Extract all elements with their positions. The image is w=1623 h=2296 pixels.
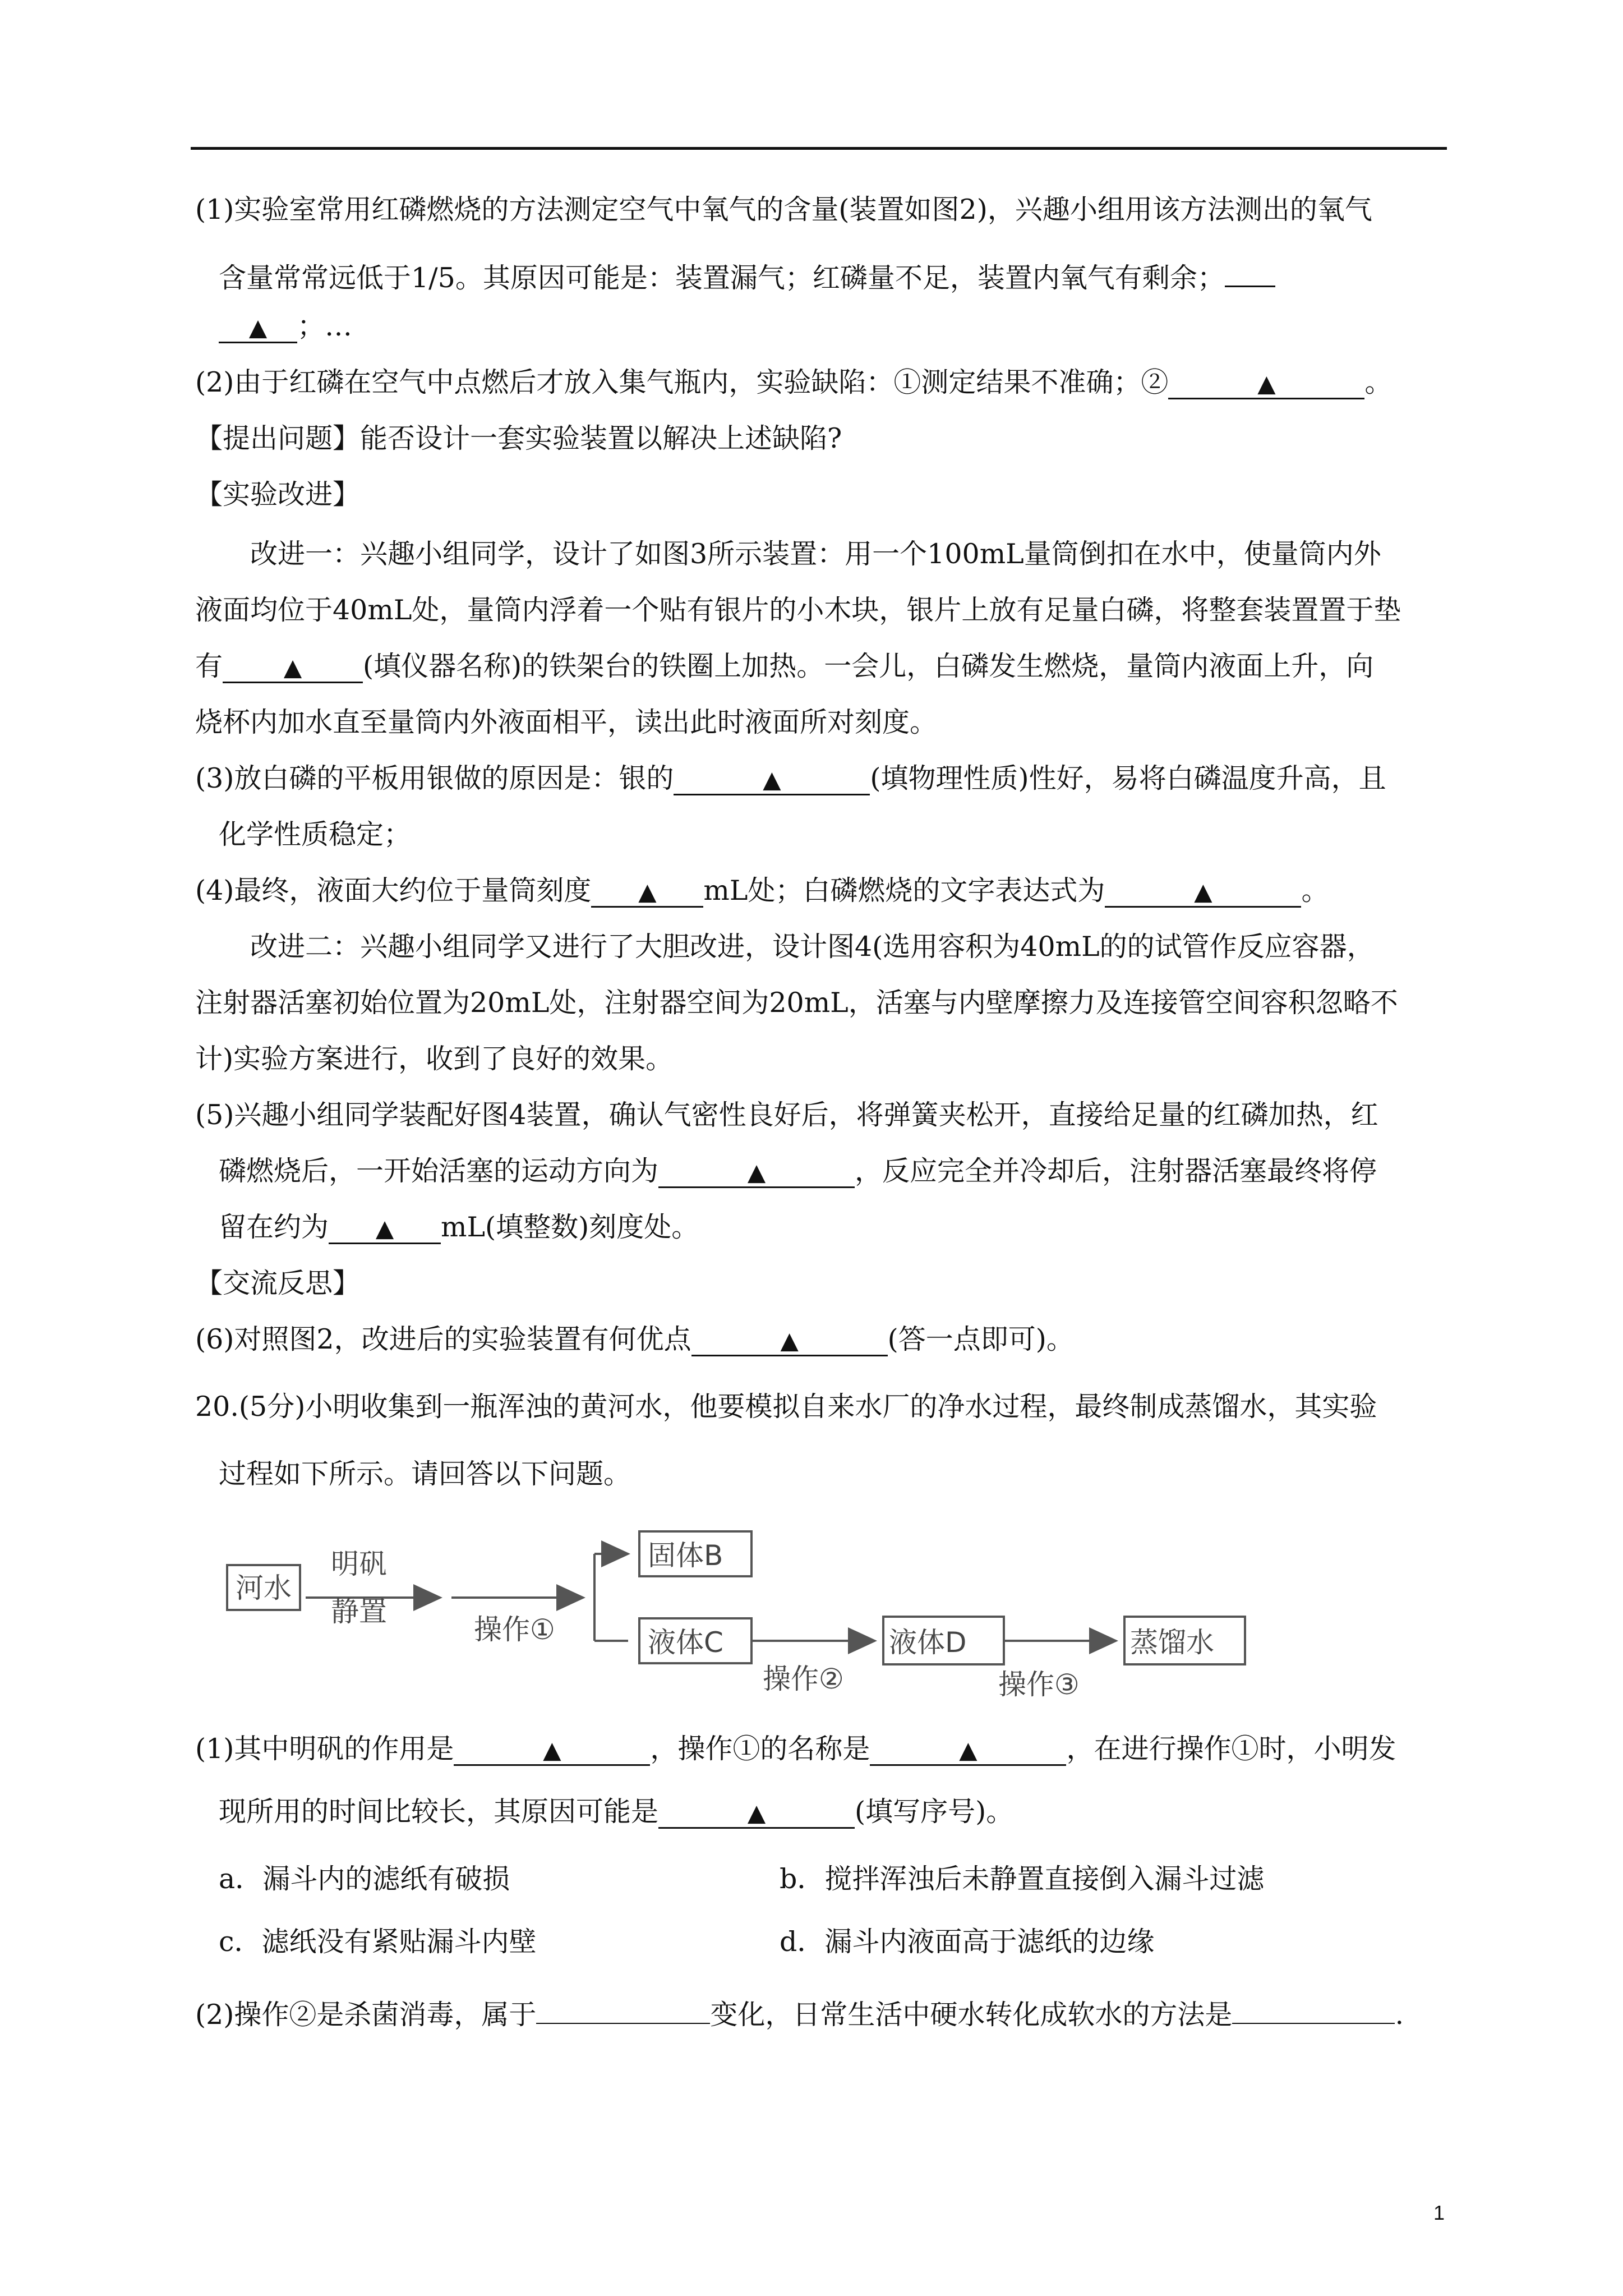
line-q5: (5)兴趣小组同学装配好图4装置，确认气密性良好后，将弹簧夹松开，直接给足量的红磷加热，红: [195, 1099, 1378, 1131]
label-settle: 静置: [331, 1595, 387, 1628]
header-rule: [191, 147, 1447, 150]
line-q5-cont: 磷燃烧后，一开始活塞的运动方向为 ▲ ，反应完全并冷却后，注射器活塞最终将停: [219, 1155, 1377, 1187]
line-improve1-cont: 液面均位于40mL处，量筒内浮着一个贴有银片的小木块，银片上放有足量白磷，将整套装置置于垫: [195, 594, 1401, 626]
label-alum: 明矾: [331, 1548, 387, 1580]
line-q6: (6)对照图2，改进后的实验装置有何优点 ▲ (答一点即可)。: [195, 1323, 1074, 1355]
option-d: d．漏斗内液面高于滤纸的边缘: [780, 1926, 1155, 1958]
line-q5-end: 留在约为 ▲ mL(填整数)刻度处。: [219, 1211, 699, 1243]
answer-blank[interactable]: ▲: [223, 651, 363, 683]
answer-blank[interactable]: ▲: [691, 1324, 888, 1356]
label-distilled-water: 蒸馏水: [1130, 1626, 1214, 1659]
line-q4: (4)最终，液面大约位于量筒刻度 ▲ mL处；白磷燃烧的文字表达式为 ▲ 。: [195, 875, 1329, 907]
question-20-cont: 过程如下所示。请回答以下问题。: [219, 1458, 631, 1490]
line-q1-end: ▲ ；…: [219, 310, 352, 343]
answer-blank[interactable]: ▲: [1168, 367, 1364, 399]
label-liquid-d: 液体D: [889, 1626, 967, 1659]
answer-blank[interactable]: [1225, 255, 1275, 287]
label-solid-b: 固体B: [648, 1539, 723, 1572]
answer-blank[interactable]: [1232, 1993, 1395, 2024]
answer-blank[interactable]: ▲: [1105, 876, 1301, 908]
section-heading-reflection: 【交流反思】: [195, 1267, 361, 1299]
line-improve2-cont: 注射器活塞初始位置为20mL处，注射器空间为20mL，活塞与内壁摩擦力及连接管空间容积忽略不: [195, 987, 1398, 1019]
line-q20-2: (2)操作②是杀菌消毒，属于 变化，日常生活中硬水转化成软水的方法是 .: [195, 1993, 1404, 2032]
answer-blank[interactable]: ▲: [674, 763, 870, 795]
answer-blank[interactable]: ▲: [870, 1734, 1066, 1766]
answer-blank[interactable]: ▲: [219, 311, 297, 343]
label-liquid-c: 液体C: [648, 1626, 723, 1659]
line-q1: (1)实验室常用红磷燃烧的方法测定空气中氧气的含量(装置如图2)，兴趣小组用该方法测出的氧气: [195, 194, 1372, 226]
line-improve2: 改进二：兴趣小组同学又进行了大胆改进，设计图4(选用容积为40mL的的试管作反应容器，: [250, 931, 1375, 963]
label-operation-1: 操作①: [474, 1613, 555, 1646]
page-number: 1: [1433, 2201, 1445, 2224]
question-20: 20.(5分)小明收集到一瓶浑浊的黄河水，他要模拟自来水厂的净水过程，最终制成蒸馏水，其实验: [195, 1391, 1377, 1423]
label-operation-3: 操作③: [998, 1668, 1080, 1701]
option-a: a．漏斗内的滤纸有破损: [219, 1863, 510, 1895]
answer-blank[interactable]: ▲: [591, 876, 703, 908]
line-q20-1: (1)其中明矾的作用是 ▲ ，操作①的名称是 ▲ ，在进行操作①时，小明发: [195, 1733, 1396, 1765]
answer-blank[interactable]: ▲: [329, 1212, 441, 1244]
section-heading-improve: 【实验改进】: [195, 478, 361, 510]
answer-blank[interactable]: ▲: [454, 1734, 650, 1766]
option-b: b．搅拌浑浊后未静置直接倒入漏斗过滤: [780, 1863, 1265, 1895]
option-c: c．滤纸没有紧贴漏斗内壁: [219, 1926, 537, 1958]
water-purification-flowchart: [213, 1520, 1251, 1717]
line-q1-cont: 含量常常远低于1/5。其原因可能是：装置漏气；红磷量不足，装置内氧气有剩余；: [219, 255, 1275, 295]
line-q20-1-cont: 现所用的时间比较长，其原因可能是 ▲ (填写序号)。: [219, 1796, 1014, 1828]
answer-blank[interactable]: [536, 1993, 710, 2024]
line-improve1-end: 烧杯内加水直至量筒内外液面相平，读出此时液面所对刻度。: [195, 706, 938, 738]
answer-blank[interactable]: ▲: [658, 1797, 855, 1829]
line-improve1-blank: 有 ▲ (填仪器名称)的铁架台的铁圈上加热。一会儿，白磷发生燃烧，量筒内液面上升，向: [195, 650, 1374, 682]
line-q2: (2)由于红磷在空气中点燃后才放入集气瓶内，实验缺陷：①测定结果不准确；② ▲ 。: [195, 366, 1393, 398]
answer-blank[interactable]: ▲: [658, 1156, 855, 1188]
line-q3-cont: 化学性质稳定；: [219, 818, 412, 850]
line-improve1: 改进一：兴趣小组同学，设计了如图3所示装置：用一个100mL量筒倒扣在水中，使量筒内外: [250, 538, 1381, 570]
line-q3: (3)放白磷的平板用银做的原因是：银的 ▲ (填物理性质)性好，易将白磷温度升高，且: [195, 762, 1386, 794]
label-river-water: 河水: [236, 1572, 292, 1604]
line-improve2-end: 计)实验方案进行，收到了良好的效果。: [195, 1043, 674, 1075]
label-operation-2: 操作②: [763, 1663, 844, 1695]
section-heading-question: 【提出问题】能否设计一套实验装置以解决上述缺陷?: [195, 422, 842, 454]
